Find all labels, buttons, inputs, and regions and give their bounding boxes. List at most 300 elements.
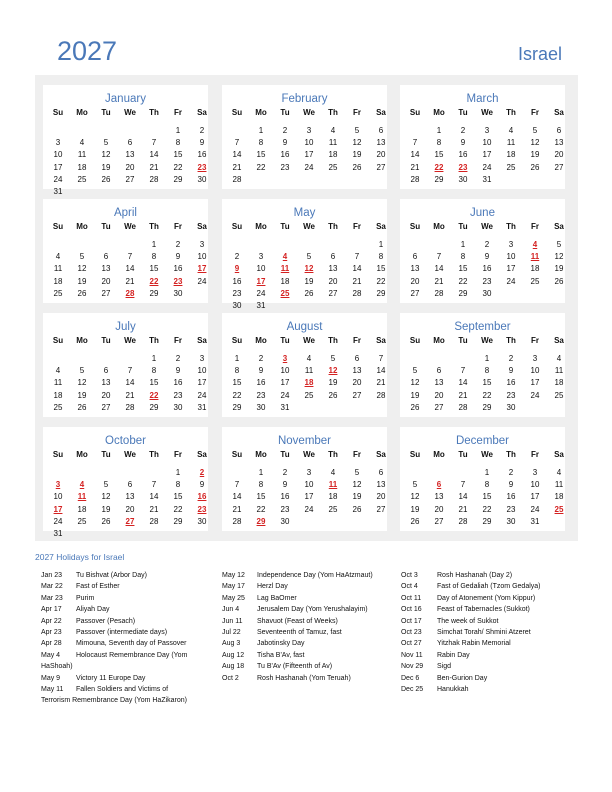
day-cell: 10 [482, 138, 492, 148]
day-cell: 5 [306, 252, 312, 262]
weekday-header: Th [506, 108, 516, 117]
day-cell: 18 [506, 150, 516, 160]
day-cell: 17 [506, 264, 516, 274]
day-cell: 24 [304, 162, 314, 172]
day-cell: 2 [175, 240, 181, 249]
day-cell: 7 [378, 354, 384, 363]
weekday-header: Fr [353, 450, 361, 459]
day-cell: 18 [280, 276, 290, 286]
holiday-item [41, 593, 187, 604]
day-cell: 29 [149, 288, 159, 298]
day-cell: 25 [53, 288, 63, 298]
day-cell: 3 [508, 240, 514, 249]
day-cell: 22 [376, 276, 386, 286]
month-december [400, 427, 565, 531]
day-cell: 22 [232, 390, 242, 400]
holiday-item [41, 581, 187, 592]
day-cell: 13 [328, 264, 338, 274]
holiday-date: Oct 2 [222, 674, 239, 682]
day-cell: 26 [530, 162, 540, 172]
holiday-name: Aliyah Day [76, 606, 110, 614]
day-cell: 8 [151, 252, 157, 262]
day-cell: 12 [77, 378, 87, 388]
holiday-item [222, 627, 373, 638]
day-cell: 3 [532, 468, 538, 477]
day-cell: 7 [151, 480, 157, 490]
day-cell: 3 [484, 126, 490, 135]
holiday-item [41, 570, 187, 581]
holiday-day-cell: 22 [434, 162, 444, 172]
day-cell: 29 [149, 402, 159, 412]
day-cell: 3 [199, 240, 205, 249]
day-cell: 26 [410, 516, 420, 526]
day-cell: 9 [175, 252, 181, 262]
day-cell: 15 [458, 264, 468, 274]
weekday-header: Tu [280, 222, 290, 231]
holiday-day-cell: 23 [458, 162, 468, 172]
year-title: 2027 [57, 36, 118, 66]
day-cell: 30 [173, 288, 183, 298]
holidays-title: 2027 Holidays for Israel [35, 552, 125, 562]
weekday-header: Mo [255, 336, 267, 345]
weekday-header: Fr [174, 222, 182, 231]
day-cell: 21 [352, 276, 362, 286]
holiday-item [401, 684, 541, 695]
holiday-date: Oct 4 [401, 583, 418, 591]
day-cell: 4 [306, 354, 312, 363]
holiday-day-cell: 27 [125, 516, 135, 526]
weekday-header: Sa [197, 108, 207, 117]
day-cell: 29 [482, 516, 492, 526]
day-cell: 19 [530, 150, 540, 160]
day-cell: 14 [232, 492, 242, 502]
day-cell: 3 [306, 126, 312, 135]
day-cell: 5 [412, 366, 418, 376]
day-cell: 29 [376, 288, 386, 298]
month-february [222, 85, 387, 189]
holiday-date: Aug 18 [222, 663, 245, 671]
weekday-header: Tu [101, 108, 111, 117]
weekday-header: Su [409, 336, 421, 345]
day-cell: 6 [378, 126, 384, 135]
holiday-day-cell: 23 [197, 162, 207, 172]
day-cell: 27 [410, 288, 420, 298]
day-cell: 2 [282, 468, 288, 477]
holiday-date: Jun 11 [222, 617, 243, 625]
holiday-name: Fast of Esther [76, 583, 120, 591]
weekday-header: Fr [174, 108, 182, 117]
holiday-date: May 9 [41, 674, 61, 682]
holiday-item [222, 581, 373, 592]
day-cell: 15 [482, 492, 492, 502]
day-cell: 8 [484, 366, 490, 376]
day-cell: 3 [199, 354, 205, 363]
day-cell: 6 [412, 252, 418, 262]
holiday-name: Fast of Gedaliah (Tzom Gedalya) [437, 583, 541, 591]
day-cell: 29 [173, 516, 183, 526]
day-cell: 23 [256, 390, 266, 400]
day-cell: 6 [103, 366, 109, 376]
weekday-header: We [124, 336, 136, 345]
day-cell: 16 [280, 150, 290, 160]
month-september [400, 313, 565, 417]
day-cell: 4 [556, 354, 562, 363]
country-title: Israel [517, 44, 562, 64]
holiday-item [401, 627, 541, 638]
day-cell: 8 [175, 480, 181, 490]
day-cell: 4 [508, 126, 514, 135]
day-cell: 20 [554, 150, 564, 160]
day-cell: 19 [77, 276, 87, 286]
day-cell: 24 [530, 390, 540, 400]
day-cell: 18 [554, 492, 564, 502]
day-cell: 6 [354, 354, 360, 363]
weekday-header: Th [506, 222, 516, 231]
weekday-header: Sa [376, 450, 386, 459]
holiday-name: Rabin Day [437, 651, 470, 659]
day-cell: 7 [354, 252, 360, 262]
day-cell: 9 [258, 366, 264, 376]
day-cell: 27 [434, 516, 444, 526]
day-cell: 23 [280, 162, 290, 172]
day-cell: 21 [232, 504, 242, 514]
day-cell: 14 [434, 264, 444, 274]
weekday-header: Mo [76, 450, 88, 459]
day-cell: 6 [378, 468, 384, 477]
day-cell: 29 [482, 402, 492, 412]
day-cell: 23 [506, 504, 516, 514]
holiday-date: Apr 22 [41, 617, 62, 625]
day-cell: 1 [151, 240, 157, 249]
holiday-day-cell: 6 [436, 480, 442, 490]
day-cell: 10 [53, 150, 63, 160]
day-cell: 12 [101, 492, 111, 502]
day-cell: 4 [79, 138, 85, 148]
weekday-header: Fr [353, 108, 361, 117]
weekday-header: Fr [174, 450, 182, 459]
day-cell: 5 [79, 252, 85, 262]
day-cell: 30 [256, 402, 266, 412]
weekday-header: Tu [101, 450, 111, 459]
day-cell: 10 [280, 366, 290, 376]
day-cell: 19 [352, 492, 362, 502]
weekday-header: We [481, 450, 493, 459]
holiday-name: Passover (intermediate days) [76, 629, 168, 637]
holiday-day-cell: 11 [280, 264, 290, 274]
weekday-header: Fr [531, 108, 539, 117]
holiday-day-cell: 11 [77, 492, 87, 502]
day-cell: 20 [434, 504, 444, 514]
day-cell: 31 [256, 301, 266, 310]
day-cell: 5 [330, 354, 336, 363]
day-cell: 26 [352, 162, 362, 172]
day-cell: 10 [197, 366, 207, 376]
holiday-name: Yitzhak Rabin Memorial [437, 640, 511, 648]
day-cell: 14 [376, 366, 386, 376]
holiday-day-cell: 4 [79, 480, 85, 490]
day-cell: 9 [199, 480, 205, 490]
holiday-name: Shavuot (Feast of Weeks) [257, 617, 338, 625]
weekday-header: Th [149, 336, 159, 345]
day-cell: 24 [304, 504, 314, 514]
weekday-header: Tu [458, 336, 468, 345]
day-cell: 20 [125, 162, 135, 172]
day-cell: 14 [410, 150, 420, 160]
day-cell: 25 [304, 390, 314, 400]
weekday-header: Th [328, 336, 338, 345]
day-cell: 4 [330, 126, 336, 135]
day-cell: 26 [304, 288, 314, 298]
day-cell: 26 [101, 516, 111, 526]
holiday-day-cell: 17 [256, 276, 266, 286]
holiday-name: Jabotinsky Day [257, 640, 305, 648]
holiday-name: Tu B'Av (Fifteenth of Av) [257, 663, 333, 671]
day-cell: 21 [125, 390, 135, 400]
day-cell: 15 [376, 264, 386, 274]
weekday-header: Su [52, 336, 64, 345]
day-cell: 20 [352, 378, 362, 388]
day-cell: 23 [173, 390, 183, 400]
holiday-date: Jul 22 [222, 629, 241, 637]
holiday-name: Lag BaOmer [257, 594, 297, 602]
day-cell: 2 [460, 126, 466, 135]
day-cell: 1 [484, 468, 490, 477]
day-cell: 2 [282, 126, 288, 135]
weekday-header: Su [231, 336, 243, 345]
holiday-date: Oct 23 [401, 629, 422, 637]
month-name: May [293, 207, 316, 219]
day-cell: 18 [77, 504, 87, 514]
holiday-date: Oct 11 [401, 594, 422, 602]
day-cell: 14 [352, 264, 362, 274]
weekday-header: Th [506, 336, 516, 345]
holiday-date: Apr 17 [41, 606, 62, 614]
day-cell: 13 [352, 366, 362, 376]
day-cell: 21 [125, 276, 135, 286]
month-april [43, 199, 208, 303]
day-cell: 28 [149, 516, 159, 526]
weekday-header: Sa [197, 450, 207, 459]
day-cell: 13 [410, 264, 420, 274]
holiday-day-cell: 9 [234, 264, 240, 274]
day-cell: 27 [125, 174, 135, 184]
day-cell: 27 [352, 390, 362, 400]
day-cell: 20 [101, 390, 111, 400]
day-cell: 9 [508, 366, 514, 376]
weekday-header: Tu [458, 108, 468, 117]
day-cell: 5 [412, 480, 418, 490]
day-cell: 24 [53, 516, 63, 526]
weekday-header: Mo [76, 222, 88, 231]
day-cell: 12 [77, 264, 87, 274]
holiday-date: Apr 23 [41, 629, 62, 637]
day-cell: 7 [127, 366, 133, 376]
holiday-item [41, 616, 187, 627]
weekday-header: Mo [76, 108, 88, 117]
weekday-header: We [481, 336, 493, 345]
holiday-date: Nov 29 [401, 663, 424, 671]
holiday-date: May 4 [41, 651, 61, 659]
day-cell: 4 [55, 366, 61, 376]
day-cell: 25 [328, 162, 338, 172]
holiday-name: Sigd [437, 663, 452, 671]
holiday-date: Aug 3 [222, 640, 241, 648]
holiday-name: Passover (Pesach) [76, 617, 136, 625]
month-august [222, 313, 387, 417]
day-cell: 28 [352, 288, 362, 298]
day-cell: 6 [127, 480, 133, 490]
day-cell: 31 [53, 187, 63, 196]
holiday-name: Purim [76, 594, 95, 602]
weekday-header: Th [328, 222, 338, 231]
day-cell: 25 [53, 402, 63, 412]
holiday-name: Mimouna, Seventh day of Passover [76, 640, 187, 648]
holiday-name: Feast of Tabernacles (Sukkot) [437, 606, 530, 614]
day-cell: 3 [55, 138, 61, 148]
holiday-date: Jun 4 [222, 606, 240, 614]
holiday-name-continued: HaShoah) [41, 663, 73, 671]
weekday-header: Th [328, 108, 338, 117]
day-cell: 4 [55, 252, 61, 262]
day-cell: 18 [328, 150, 338, 160]
day-cell: 5 [354, 468, 360, 477]
month-name: June [470, 207, 495, 219]
holiday-name: Tu Bishvat (Arbor Day) [76, 572, 147, 579]
day-cell: 21 [458, 504, 468, 514]
holiday-name: Rosh Hashanah (Day 2) [437, 572, 513, 579]
weekday-header: Th [506, 450, 516, 459]
day-cell: 11 [328, 138, 338, 148]
holiday-day-cell: 25 [554, 504, 564, 514]
holiday-date: May 11 [41, 686, 64, 694]
day-cell: 15 [256, 150, 266, 160]
holiday-day-cell: 25 [280, 288, 290, 298]
day-cell: 21 [149, 504, 159, 514]
holiday-item [401, 570, 541, 581]
day-cell: 28 [458, 516, 468, 526]
day-cell: 20 [434, 390, 444, 400]
weekday-header: Tu [458, 222, 468, 231]
day-cell: 9 [508, 480, 514, 490]
holiday-day-cell: 22 [149, 390, 159, 400]
holiday-name: The week of Sukkot [437, 617, 499, 625]
holiday-item [401, 673, 541, 684]
weekday-header: We [124, 108, 136, 117]
holiday-name: Holocaust Remembrance Day (Yom [76, 651, 188, 659]
day-cell: 3 [532, 354, 538, 363]
day-cell: 13 [376, 480, 386, 490]
day-cell: 7 [436, 252, 442, 262]
day-cell: 26 [328, 390, 338, 400]
weekday-header: Mo [255, 108, 267, 117]
day-cell: 3 [258, 252, 264, 262]
day-cell: 18 [53, 276, 63, 286]
day-cell: 20 [410, 276, 420, 286]
day-cell: 7 [460, 366, 466, 376]
day-cell: 19 [304, 276, 314, 286]
holiday-column [41, 570, 187, 707]
holiday-date: Nov 11 [401, 651, 423, 659]
holiday-date: Jan 23 [41, 572, 63, 579]
holiday-name: Jerusalem Day (Yom Yerushalayim) [257, 606, 368, 614]
day-cell: 28 [434, 288, 444, 298]
weekday-header: Sa [554, 450, 564, 459]
day-cell: 6 [127, 138, 133, 148]
day-cell: 15 [149, 264, 159, 274]
day-cell: 28 [376, 390, 386, 400]
holiday-day-cell: 22 [149, 276, 159, 286]
day-cell: 5 [103, 138, 109, 148]
holiday-name: Victory 11 Europe Day [76, 674, 146, 682]
day-cell: 13 [434, 492, 444, 502]
day-cell: 19 [554, 264, 564, 274]
day-cell: 27 [101, 288, 111, 298]
day-cell: 30 [458, 174, 468, 184]
day-cell: 8 [460, 252, 466, 262]
day-cell: 8 [378, 252, 384, 262]
day-cell: 1 [460, 240, 466, 249]
day-cell: 2 [175, 354, 181, 363]
holiday-item [222, 650, 373, 661]
day-cell: 20 [125, 504, 135, 514]
month-january [43, 85, 208, 196]
day-cell: 7 [412, 138, 418, 148]
holiday-item [401, 593, 541, 604]
day-cell: 7 [234, 480, 240, 490]
day-cell: 27 [328, 288, 338, 298]
day-cell: 9 [460, 138, 466, 148]
day-cell: 20 [376, 150, 386, 160]
day-cell: 22 [458, 276, 468, 286]
holiday-day-cell: 23 [197, 504, 207, 514]
day-cell: 30 [173, 402, 183, 412]
holiday-item [401, 616, 541, 627]
weekday-header: Th [149, 222, 159, 231]
day-cell: 1 [151, 354, 157, 363]
day-cell: 28 [410, 174, 420, 184]
day-cell: 23 [232, 288, 242, 298]
holiday-column [401, 570, 541, 695]
month-name: February [281, 93, 328, 105]
day-cell: 31 [53, 529, 63, 538]
day-cell: 16 [280, 492, 290, 502]
day-cell: 12 [554, 252, 564, 262]
day-cell: 1 [234, 354, 240, 363]
day-cell: 9 [484, 252, 490, 262]
day-cell: 26 [410, 402, 420, 412]
day-cell: 16 [232, 276, 242, 286]
day-cell: 13 [101, 264, 111, 274]
month-may [222, 199, 387, 310]
weekday-header: Mo [255, 450, 267, 459]
day-cell: 19 [101, 162, 111, 172]
month-name: March [466, 93, 499, 105]
day-cell: 25 [328, 504, 338, 514]
day-cell: 23 [482, 276, 492, 286]
day-cell: 15 [149, 378, 159, 388]
day-cell: 31 [530, 516, 540, 526]
weekday-header: Sa [376, 108, 386, 117]
day-cell: 1 [484, 354, 490, 363]
day-cell: 21 [232, 162, 242, 172]
day-cell: 26 [77, 402, 87, 412]
day-cell: 2 [234, 252, 240, 262]
day-cell: 16 [482, 264, 492, 274]
weekday-header: Fr [353, 222, 361, 231]
day-cell: 29 [434, 174, 444, 184]
day-cell: 21 [376, 378, 386, 388]
day-cell: 4 [556, 468, 562, 477]
